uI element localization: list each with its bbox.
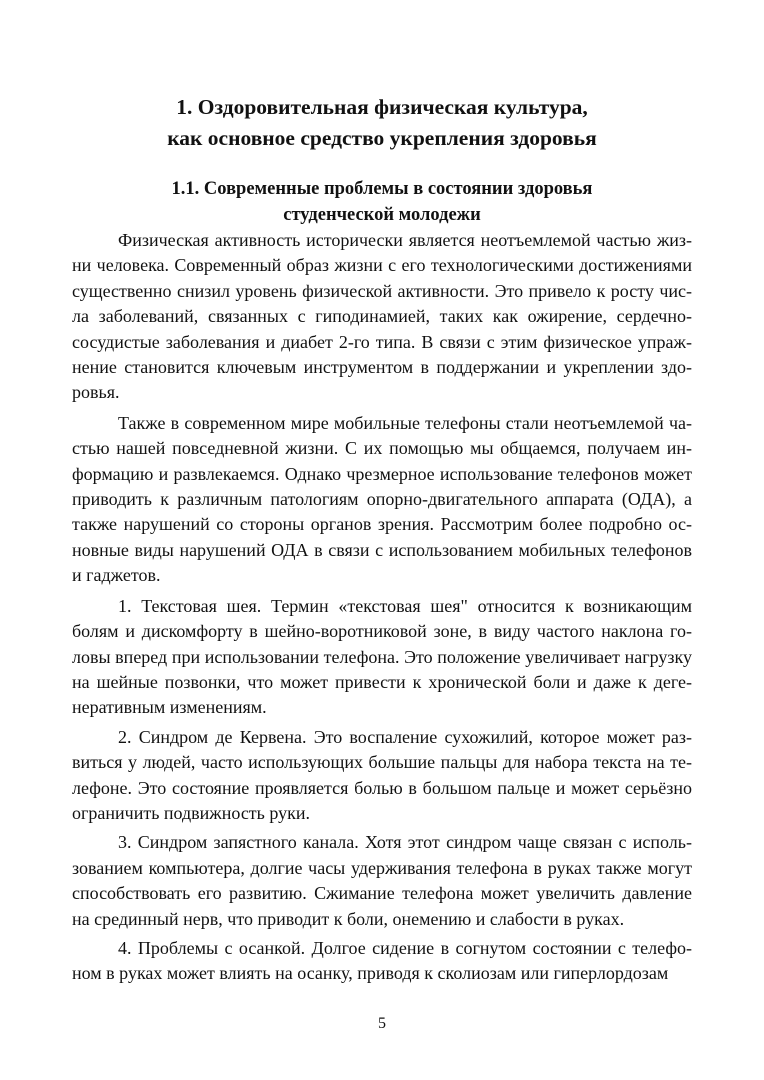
section-title-line-1: 1.1. Современные проблемы в состоянии здоровья <box>171 179 593 199</box>
chapter-title-line-2: как основное средство укрепления здоровья <box>167 126 597 150</box>
list-item-carpal-tunnel: 3. Синдром запястного канала. Хотя этот синдром чаще связан с использованием компьютера, долгие часы удерживания телефона в руках также могут способствовать его развитию. Сжимание телефона может увеличить давление на срединный нерв, что приводит к боли, онемению и слабости в руках. <box>72 832 692 929</box>
section-title <box>72 176 692 228</box>
page-number: 5 <box>378 1015 386 1032</box>
list-item-posture: 4. Проблемы с осанкой. Долгое сидение в согнутом состоянии с телефоном в руках может влиять на осанку, приводя к сколиозам или гиперлордозам <box>72 937 692 984</box>
paragraph-physical-activity: Физическая активность исторически является неотъемлемой частью жизни человека. Современный образ жизни с его технологическими достижениями существенно снизил уровень физической активности. Это привело к росту числа заболеваний, связанных с гиподинамией, таких как ожирение, сердечно-сосудистые заболевания и диабет 2-го типа. В связи с этим физическое упражнение становится ключевым инструментом в поддержании и укреплении здоровья. <box>72 230 692 403</box>
section-title-line-2: студенческой молодежи <box>283 205 481 225</box>
chapter-title <box>72 92 692 154</box>
list-item-de-quervain: 2. Синдром де Кервена. Это воспаление сухожилий, которое может развиться у людей, часто использующих большие пальцы для набора текста на телефоне. Это состояние проявляется болью в большом пальце и может серьёзно ограничить подвижность руки. <box>72 726 692 823</box>
page-content <box>72 92 692 991</box>
paragraph-mobile-phones: Также в современном мире мобильные телефоны стали неотъемлемой частью нашей повседневной жизни. С их помощью мы общаемся, получаем информацию и развлекаемся. Однако чрезмерное использование телефонов может приводить к различным патологиям опорно-двигательного аппарата (ОДА), а также нарушений со стороны органов зрения. Рассмотрим более подробно основные виды нарушений ОДА в связи с использованием мобильных телефонов и гаджетов. <box>72 412 692 586</box>
chapter-title-line-1: 1. Оздоровительная физическая культура, <box>176 95 588 119</box>
list-item-text-neck: 1. Текстовая шея. Термин «текстовая шея" относится к возникающим болям и дискомфорту в шейно-воротниковой зоне, в виду частого наклона головы вперед при использовании телефона. Это положение увеличивает нагрузку на шейные позвонки, что может привести к хронической боли и даже к дегенеративным изменениям. <box>72 595 692 718</box>
